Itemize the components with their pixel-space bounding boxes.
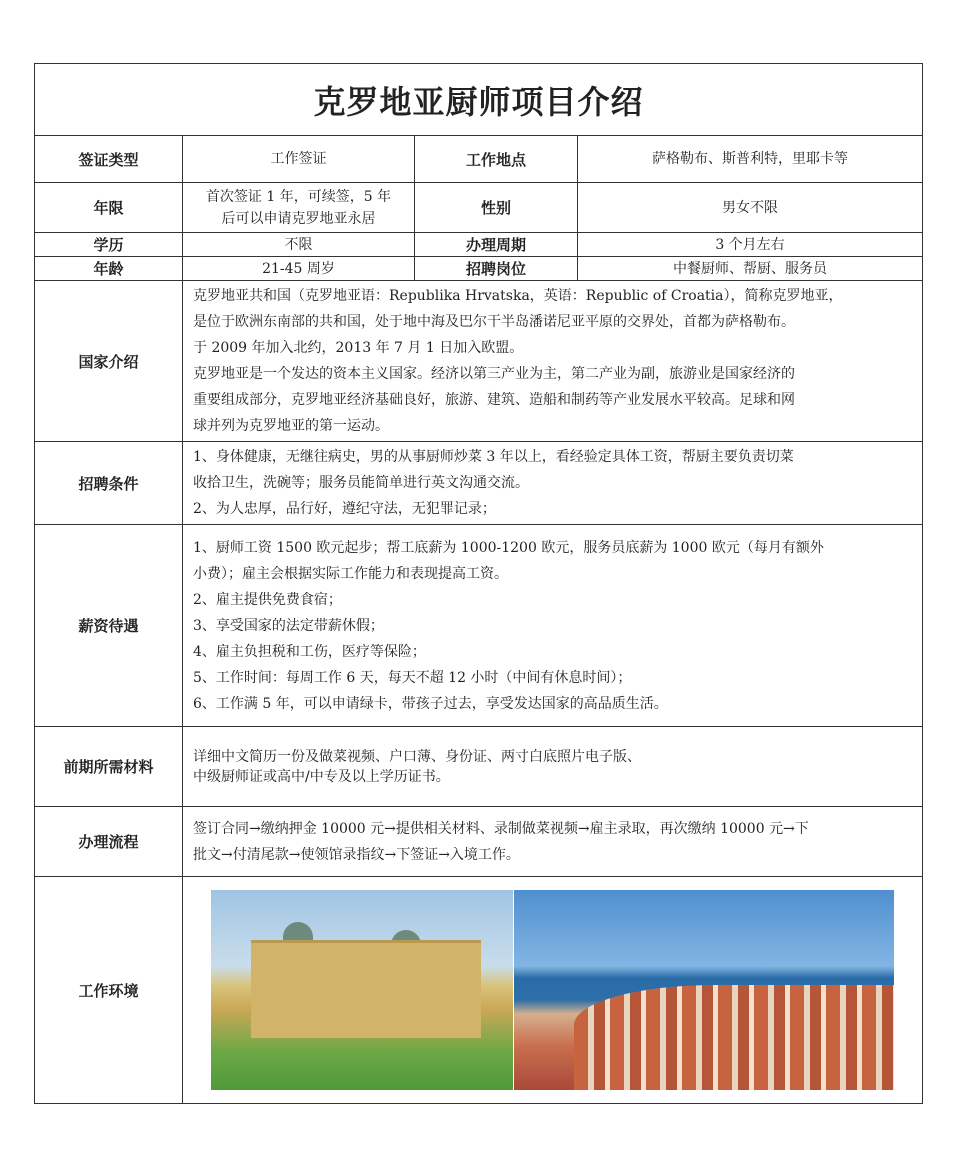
duration-label: 年限 xyxy=(35,183,183,233)
processing-period-label: 办理周期 xyxy=(415,233,578,257)
age-label: 年龄 xyxy=(35,257,183,281)
project-table xyxy=(34,63,923,1104)
text-line: 克罗地亚是一个发达的资本主义国家。经济以第三产业为主，第二产业为副，旅游业是国家经济的 xyxy=(193,366,795,382)
text-line: 签订合同→缴纳押金 10000 元→提供相关材料、录制做菜视频→雇主录取，再次缴纳 10000 元→下 xyxy=(193,820,809,837)
recruit-conditions-text xyxy=(183,442,923,525)
materials-text xyxy=(183,727,923,807)
text-line: 1、身体健康，无继往病史，男的从事厨师炒菜 3 年以上，看经验定具体工资，帮厨主要负责切菜 xyxy=(193,449,794,465)
text-line: 4、雇主负担税和工伤，医疗等保险； xyxy=(193,643,426,660)
salary-label: 薪资待遇 xyxy=(35,525,183,727)
work-location-value: 萨格勒布、斯普利特，里耶卡等 xyxy=(578,136,923,183)
environment-label: 工作环境 xyxy=(35,877,183,1104)
text-line: 3、享受国家的法定带薪休假； xyxy=(193,617,384,634)
process-text xyxy=(183,807,923,877)
text-line: 1、厨师工资 1500 欧元起步；帮工底薪为 1000-1200 欧元，服务员底薪为 1000 欧元（每月有额外 xyxy=(193,539,824,556)
text-line: 克罗地亚共和国（克罗地亚语：Republika Hrvatska，英语：Republic of Croatia），简称克罗地亚， xyxy=(193,288,843,304)
text-line: 2、雇主提供免费食宿； xyxy=(193,591,342,608)
recruit-conditions-label: 招聘条件 xyxy=(35,442,183,525)
salary-text xyxy=(183,525,923,727)
duration-value-line1: 首次签证 1 年，可续签，5 年 xyxy=(205,188,392,205)
positions-value: 中餐厨师、帮厨、服务员 xyxy=(578,257,923,281)
materials-label: 前期所需材料 xyxy=(35,727,183,807)
positions-label: 招聘岗位 xyxy=(415,257,578,281)
education-value: 不限 xyxy=(183,233,415,257)
duration-value-line2: 后可以申请克罗地亚永居 xyxy=(221,210,376,227)
zagreb-theatre-photo xyxy=(211,890,513,1090)
text-line: 中级厨师证或高中/中专及以上学历证书。 xyxy=(193,768,450,785)
duration-value xyxy=(183,183,415,233)
visa-type-value: 工作签证 xyxy=(183,136,415,183)
old-town-shape xyxy=(574,985,894,1090)
processing-period-value: 3 个月左右 xyxy=(578,233,923,257)
visa-type-label: 签证类型 xyxy=(35,136,183,183)
gender-value: 男女不限 xyxy=(578,183,923,233)
education-label: 学历 xyxy=(35,233,183,257)
text-line: 小费）；雇主会根据实际工作能力和表现提高工资。 xyxy=(193,565,508,582)
age-value: 21-45 周岁 xyxy=(183,257,415,281)
text-line: 重要组成部分，克罗地亚经济基础良好，旅游、建筑、造船和制药等产业发展水平较高。足球和网 xyxy=(193,392,795,408)
page-title: 克罗地亚厨师项目介绍 xyxy=(35,64,923,136)
country-intro-text xyxy=(183,281,923,442)
building-shape xyxy=(251,940,481,1038)
text-line: 收拾卫生，洗碗等；服务员能简单进行英文沟通交流。 xyxy=(193,475,529,491)
text-line: 批文→付清尾款→使领馆录指纹→下签证→入境工作。 xyxy=(193,846,520,863)
environment-photos xyxy=(183,877,923,1104)
country-intro-label: 国家介绍 xyxy=(35,281,183,442)
gender-label: 性别 xyxy=(415,183,578,233)
dubrovnik-coast-photo xyxy=(514,890,894,1090)
text-line: 详细中文简历一份及做菜视频、户口薄、身份证、两寸白底照片电子版、 xyxy=(193,748,641,765)
work-location-label: 工作地点 xyxy=(415,136,578,183)
text-line: 于 2009 年加入北约，2013 年 7 月 1 日加入欧盟。 xyxy=(193,340,524,356)
process-label: 办理流程 xyxy=(35,807,183,877)
text-line: 5、工作时间：每周工作 6 天，每天不超 12 小时（中间有休息时间）； xyxy=(193,669,632,686)
text-line: 是位于欧洲东南部的共和国，处于地中海及巴尔干半岛潘诺尼亚平原的交界处，首都为萨格勒布。 xyxy=(193,314,795,330)
text-line: 6、工作满 5 年，可以申请绿卡，带孩子过去，享受发达国家的高品质生活。 xyxy=(193,695,668,712)
text-line: 2、为人忠厚，品行好，遵纪守法，无犯罪记录； xyxy=(193,501,496,517)
text-line: 球并列为克罗地亚的第一运动。 xyxy=(193,418,389,434)
